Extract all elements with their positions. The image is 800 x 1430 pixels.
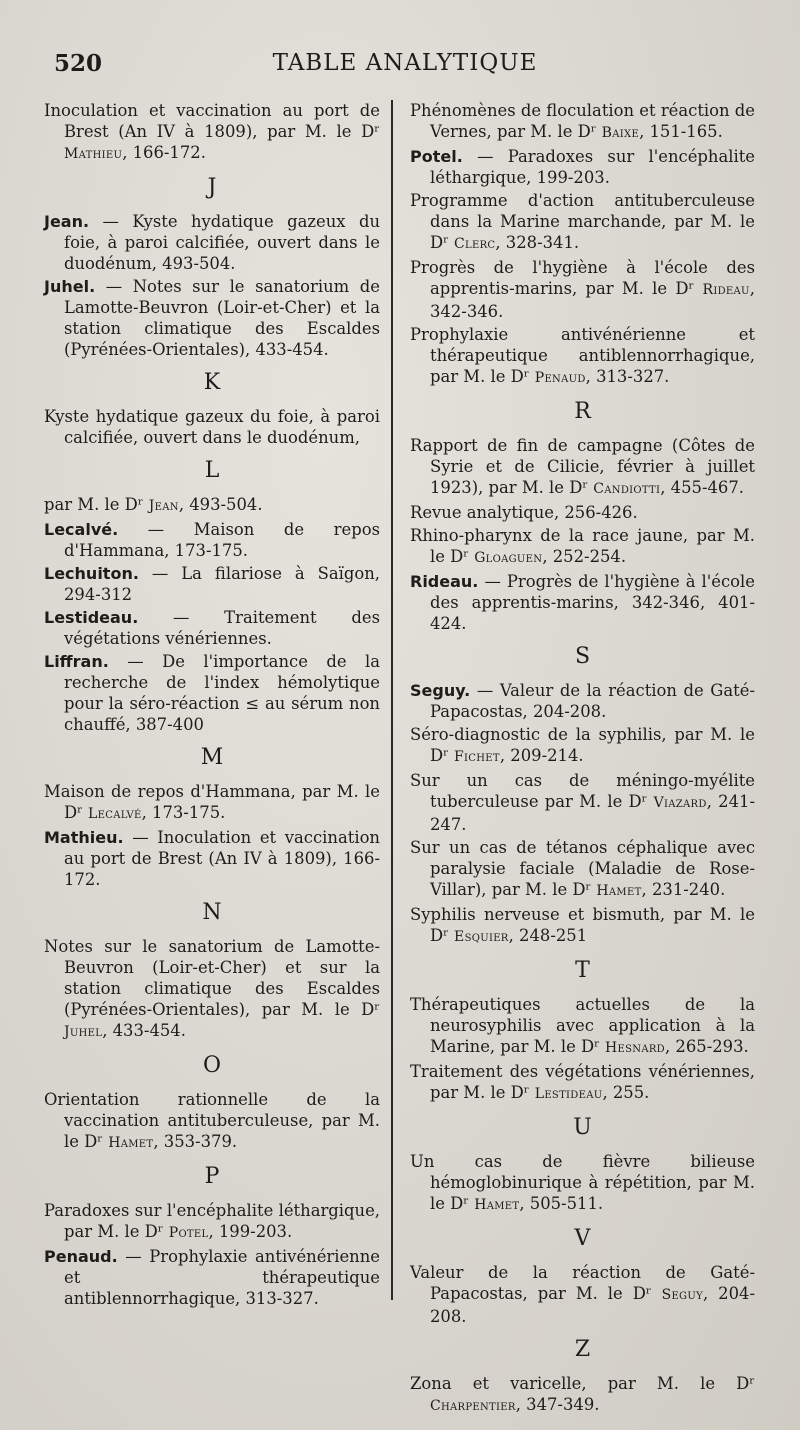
page-number: 520: [54, 50, 103, 77]
index-entry: [410, 324, 755, 389]
entry-author: Rideau: [702, 282, 750, 298]
entry-pages: , 265-293.: [665, 1037, 749, 1056]
index-entry: [410, 1373, 755, 1417]
entry-author: Viazard: [653, 795, 707, 811]
index-entry: [44, 651, 380, 735]
index-entry: [410, 435, 755, 500]
entry-head: Lestideau.: [44, 608, 139, 627]
entry-text: Programme d'action antituberculeuse dans la Marine marchande, par M. le Dʳ: [410, 191, 755, 252]
section-letter: Z: [574, 1337, 591, 1362]
entry-text: — De l'importance de la recherche de l'index hémolytique pour la séro-réaction ≤ au sérum non chauffé, 387-400: [64, 652, 380, 734]
index-entry: [44, 1089, 380, 1154]
entry-pages: , 241-247.: [430, 792, 755, 834]
entry-text: — Valeur de la réaction de Gaté-Papacostas, 204-208.: [430, 681, 755, 721]
entry-pages: , 255.: [602, 1083, 650, 1102]
entry-text: Rapport de fin de campagne (Côtes de Syrie et de Cilicie, février à juillet 1923), par M. le Dʳ: [410, 436, 755, 497]
entry-text: — Paradoxes sur l'encéphalite léthargique, 199-203.: [430, 147, 755, 187]
entry-author: Hamet: [108, 1135, 154, 1151]
entry-text: — Kyste hydatique gazeux du foie, à paroi calcifiée, ouvert dans le duodénum, 493-504.: [64, 212, 380, 273]
section-letter: U: [573, 1115, 592, 1140]
column-divider: [391, 100, 393, 1300]
entry-pages: , 209-214.: [499, 746, 584, 765]
entry-pages: , 455-467.: [660, 478, 745, 497]
entry-text: Maison de repos d'Hammana, par M. le Dʳ: [44, 782, 380, 822]
entry-pages: , 231-240.: [641, 880, 726, 899]
entry-head: Rideau.: [410, 572, 479, 591]
entry-text: Valeur de la réaction de Gaté-Papacostas, par M. le Dʳ: [410, 1263, 755, 1303]
entry-text: — Inoculation et vaccination au port de Brest (An IV à 1809), 166-172.: [64, 828, 380, 889]
index-entry: [410, 680, 755, 722]
running-title: TABLE ANALYTIQUE: [272, 50, 538, 76]
entry-head: Seguy.: [410, 681, 471, 700]
entry-head: Juhel.: [44, 277, 96, 296]
section-letter: S: [574, 644, 591, 669]
index-entry: [44, 1200, 380, 1244]
entry-text: Syphilis nerveuse et bismuth, par M. le Dʳ: [410, 905, 755, 945]
entry-text: Zona et varicelle, par M. le Dʳ: [410, 1374, 755, 1393]
index-entry: [410, 257, 755, 322]
entry-author: Clerc: [454, 236, 496, 252]
entry-text: Thérapeutiques actuelles de la neurosyphilis avec application à la Marine, par M. le Dʳ: [410, 995, 755, 1056]
entry-text: — Traitement des végétations vénériennes.: [64, 608, 380, 648]
entry-text: Un cas de fièvre bilieuse hémoglobinurique à répétition, par M. le Dʳ: [410, 1152, 755, 1213]
entry-pages: , 173-175.: [141, 803, 226, 822]
entry-head: Mathieu.: [44, 828, 124, 847]
entry-text: Phénomènes de floculation et réaction de Vernes, par M. le Dʳ: [410, 101, 755, 141]
entry-text: Kyste hydatique gazeux du foie, à paroi calcifiée, ouvert dans le duodénum,: [44, 407, 380, 447]
right-column: [410, 100, 755, 1419]
index-entry: [410, 904, 755, 948]
entry-pages: , 505-511.: [519, 1194, 604, 1213]
section-letter: P: [204, 1164, 220, 1189]
index-entry: [44, 519, 380, 561]
entry-author: Hamet: [596, 883, 642, 899]
entry-text: — Prophylaxie antivénérienne et thérapeutique antiblennorrhagique, 313-327.: [64, 1247, 380, 1308]
index-entry: [44, 563, 380, 605]
index-entry: [410, 1262, 755, 1327]
index-entry: [44, 827, 380, 890]
entry-head: Jean.: [44, 212, 90, 231]
entry-author: Candiotti: [593, 481, 661, 497]
entry-text: Paradoxes sur l'encéphalite léthargique, par M. le Dʳ: [44, 1201, 380, 1241]
section-letter: L: [204, 458, 220, 483]
section-letter: N: [202, 900, 222, 925]
entry-head: Lechuiton.: [44, 564, 139, 583]
entry-text: Prophylaxie antivénérienne et thérapeutique antiblennorrhagique, par M. le Dʳ: [410, 325, 755, 386]
index-entry: [44, 100, 380, 165]
entry-author: Lestideau: [534, 1086, 603, 1102]
entry-text: Rhino-pharynx de la race jaune, par M. le Dʳ: [410, 526, 755, 566]
index-entry: [410, 100, 755, 144]
entry-author: Penaud: [534, 370, 586, 386]
entry-text: — Progrès de l'hygiène à l'école des apprentis-marins, 342-346, 401-424.: [430, 572, 755, 633]
entry-text: Sur un cas de méningo-myélite tuberculeuse par M. le Dʳ: [410, 771, 755, 811]
entry-pages: , 433-454.: [102, 1021, 186, 1040]
entry-text: Sur un cas de tétanos céphalique avec paralysie faciale (Maladie de Rose-Villar), par M. le Dʳ: [410, 838, 755, 899]
entry-pages: , 204-208.: [430, 1284, 756, 1326]
entry-author: Hesnard: [605, 1040, 665, 1056]
entry-head: Liffran.: [44, 652, 109, 671]
entry-author: Charpentier: [430, 1398, 516, 1414]
index-entry: [410, 994, 755, 1059]
entry-pages: , 347-349.: [515, 1395, 600, 1414]
entry-author: Baixe: [601, 125, 640, 141]
entry-text: par M. le Dʳ: [44, 495, 149, 514]
index-entry: [410, 571, 755, 634]
entry-text: Inoculation et vaccination au port de Brest (An IV à 1809), par M. le Dʳ: [44, 101, 380, 141]
index-entry: [44, 406, 380, 448]
entry-head: Lecalvé.: [44, 520, 119, 539]
entry-text: Séro-diagnostic de la syphilis, par M. le Dʳ: [410, 725, 755, 765]
index-entry: [410, 502, 755, 523]
index-entry: [410, 770, 755, 835]
entry-pages: , 199-203.: [208, 1222, 293, 1241]
index-entry: [410, 525, 755, 569]
entry-text: Notes sur le sanatorium de Lamotte-Beuvron (Loir-et-Cher) et sur la station climatique des Escaldes (Pyrénées-Orientales), par M. le Dʳ: [44, 937, 380, 1019]
entry-author: Jean: [148, 498, 179, 514]
entry-author: Mathieu: [64, 146, 123, 162]
left-column: [44, 100, 380, 1311]
entry-pages: , 353-379.: [153, 1132, 238, 1151]
entry-pages: , 252-254.: [542, 547, 627, 566]
entry-author: Esquier: [454, 929, 509, 945]
entry-pages: , 166-172.: [122, 143, 206, 162]
section-letter: R: [574, 399, 591, 424]
index-entry: [410, 146, 755, 188]
index-entry: [410, 837, 755, 902]
entry-text: Progrès de l'hygiène à l'école des apprentis-marins, par M. le Dʳ: [410, 258, 755, 298]
entry-author: Potel: [168, 1225, 209, 1241]
entry-text: Orientation rationnelle de la vaccination antituberculeuse, par M. le Dʳ: [44, 1090, 380, 1151]
index-entry: [44, 1246, 380, 1309]
entry-pages: , 151-165.: [639, 122, 723, 141]
index-entry: [44, 494, 380, 517]
entry-pages: , 342-346.: [430, 279, 755, 321]
entry-text: Traitement des végétations vénériennes, par M. le Dʳ: [410, 1062, 755, 1102]
index-entry: [44, 276, 380, 360]
entry-author: Gloaguen: [474, 550, 543, 566]
entry-pages: , 328-341.: [495, 233, 580, 252]
entry-head: Potel.: [410, 147, 463, 166]
entry-text: Revue analytique, 256-426.: [410, 503, 638, 522]
entry-pages: , 248-251: [508, 926, 588, 945]
section-letter: J: [207, 175, 217, 200]
entry-author: Lecalvé: [88, 806, 142, 822]
index-entry: [410, 1151, 755, 1216]
entry-text: — Notes sur le sanatorium de Lamotte-Beuvron (Loir-et-Cher) et la station climatique des Escaldes (Pyrénées-Orientales), 433-454.: [64, 277, 380, 359]
entry-head: Penaud.: [44, 1247, 118, 1266]
page-header: [50, 50, 760, 90]
index-entry: [410, 1061, 755, 1105]
section-letter: V: [574, 1226, 591, 1251]
entry-pages: , 493-504.: [178, 495, 263, 514]
section-letter: O: [202, 1053, 222, 1078]
section-letter: M: [200, 745, 224, 770]
index-entry: [410, 190, 755, 255]
entry-author: Hamet: [474, 1197, 520, 1213]
index-entry: [44, 936, 380, 1043]
entry-author: Juhel: [64, 1024, 103, 1040]
entry-text: — Maison de repos d'Hammana, 173-175.: [64, 520, 380, 560]
index-entry: [410, 724, 755, 768]
index-entry: [44, 607, 380, 649]
entry-author: Seguy: [661, 1287, 703, 1303]
index-entry: [44, 211, 380, 274]
section-letter: T: [575, 958, 590, 983]
entry-pages: , 313-327.: [585, 367, 670, 386]
entry-author: Fichet: [454, 749, 500, 765]
index-entry: [44, 781, 380, 825]
section-letter: K: [203, 370, 221, 395]
entry-text: — La filariose à Saïgon, 294-312: [64, 564, 380, 604]
